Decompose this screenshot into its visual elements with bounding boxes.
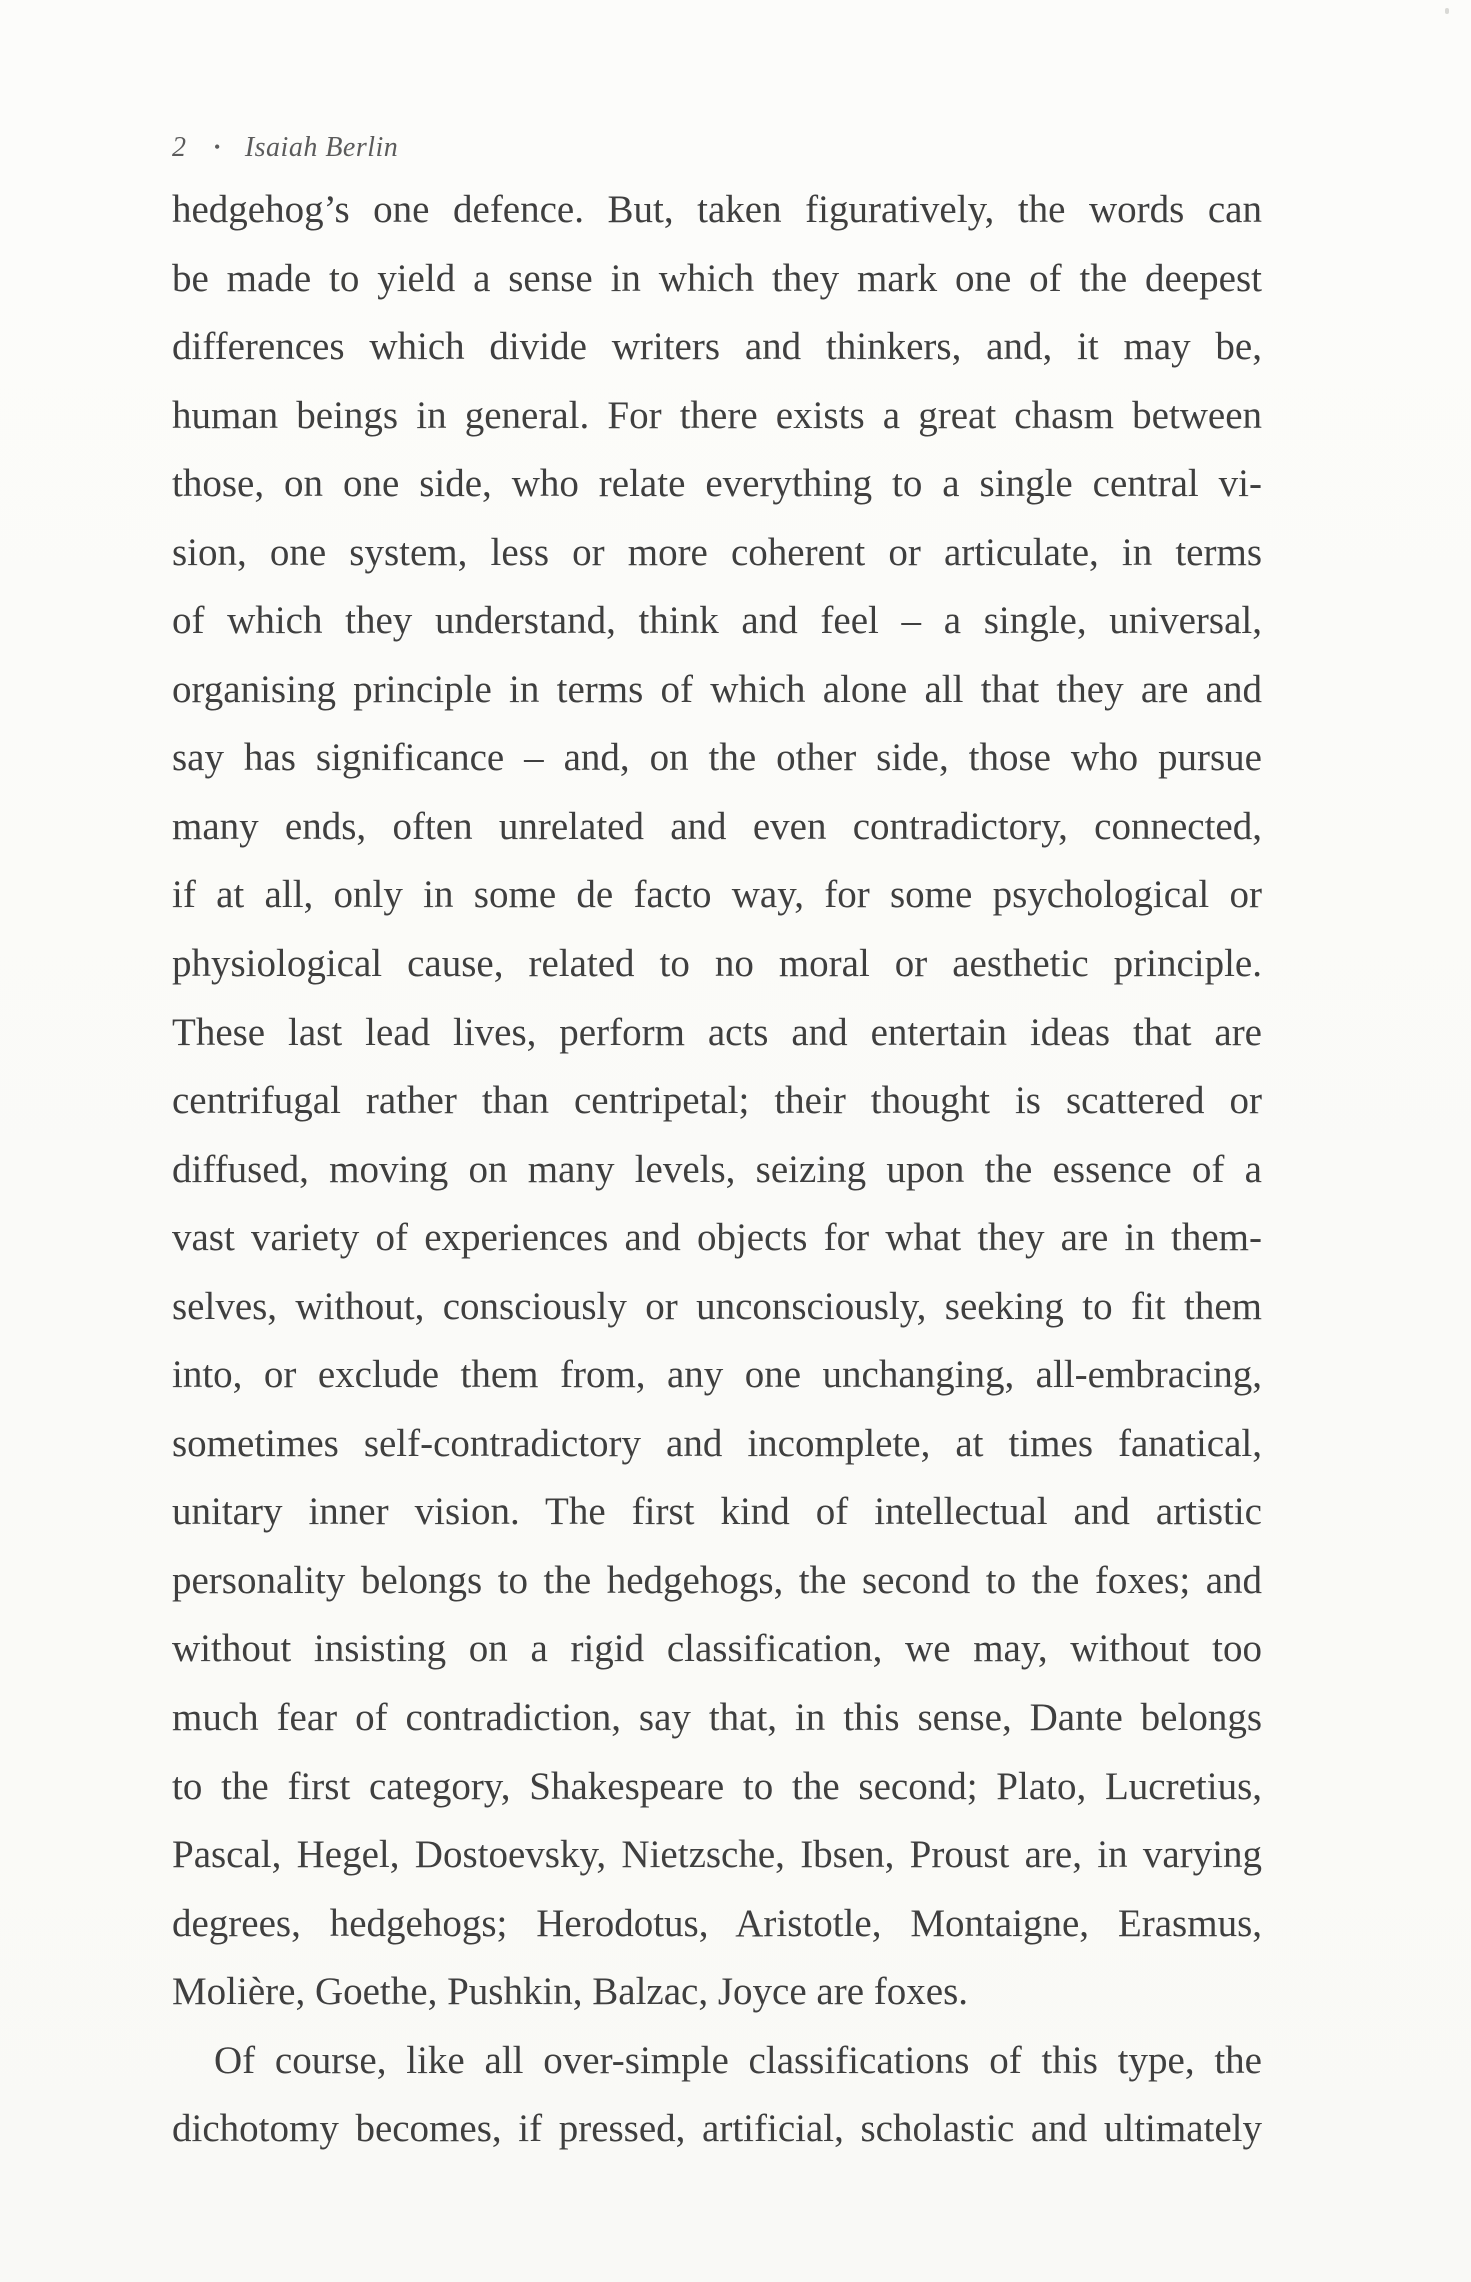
text-line: vast variety of experiences and objects for what they are in them- — [172, 1216, 1262, 1260]
text-line: of which they understand, think and feel – a single, universal, — [172, 599, 1262, 643]
text-line: differences which divide writers and thinkers, and, it may be, — [172, 325, 1262, 369]
text-line: selves, without, consciously or unconsciously, seeking to fit them — [172, 1284, 1262, 1328]
text-line: These last lead lives, perform acts and entertain ideas that are — [172, 1010, 1262, 1054]
text-line: diffused, moving on many levels, seizing upon the essence of a — [172, 1147, 1262, 1191]
text-line: unitary inner vision. The first kind of intellectual and artistic — [172, 1490, 1262, 1534]
text-line: those, on one side, who relate everything to a single central vi- — [172, 462, 1262, 506]
text-line: sometimes self-contradictory and incomplete, at times fanatical, — [172, 1421, 1262, 1465]
text-line: into, or exclude them from, any one unchanging, all-embracing, — [172, 1353, 1262, 1397]
text-line: many ends, often unrelated and even contradictory, connected, — [172, 804, 1262, 848]
text-line: be made to yield a sense in which they mark one of the deepest — [172, 256, 1262, 300]
running-head — [172, 132, 398, 164]
text-line: if at all, only in some de facto way, for some psychological or — [172, 873, 1262, 917]
text-line: sion, one system, less or more coherent or articulate, in terms — [172, 530, 1262, 574]
text-line: physiological cause, related to no moral or aesthetic principle. — [172, 942, 1262, 986]
text-line: personality belongs to the hedgehogs, the second to the foxes; and — [172, 1558, 1262, 1602]
paragraph-last-line: Molière, Goethe, Pushkin, Balzac, Joyce are foxes. — [172, 1970, 968, 2014]
text-line: say has significance – and, on the other side, those who pursue — [172, 736, 1262, 780]
text-line: organising principle in terms of which alone all that they are and — [172, 667, 1262, 711]
body-text — [172, 176, 1262, 2164]
page-number: 2 — [172, 132, 187, 163]
text-line: degrees, hedgehogs; Herodotus, Aristotle, Montaigne, Erasmus, — [172, 1901, 1262, 1945]
paragraph-first-line: Of course, like all over-simple classifications of this type, the — [214, 2038, 1262, 2082]
text-line: dichotomy becomes, if pressed, artificial, scholastic and ultimately — [172, 2107, 1262, 2151]
header-separator: • — [214, 136, 221, 157]
text-line: Pascal, Hegel, Dostoevsky, Nietzsche, Ibsen, Proust are, in varying — [172, 1833, 1262, 1877]
text-line: centrifugal rather than centripetal; their thought is scattered or — [172, 1079, 1262, 1123]
text-line: much fear of contradiction, say that, in this sense, Dante belongs — [172, 1696, 1262, 1740]
text-line: hedgehog’s one defence. But, taken figuratively, the words can — [172, 188, 1262, 231]
text-line: human beings in general. For there exists a great chasm between — [172, 393, 1262, 437]
text-line: without insisting on a rigid classification, we may, without too — [172, 1627, 1262, 1671]
scan-edge-mark — [1445, 8, 1449, 14]
running-head-author: Isaiah Berlin — [244, 132, 399, 163]
text-line: to the first category, Shakespeare to the second; Plato, Lucretius, — [172, 1764, 1262, 1808]
